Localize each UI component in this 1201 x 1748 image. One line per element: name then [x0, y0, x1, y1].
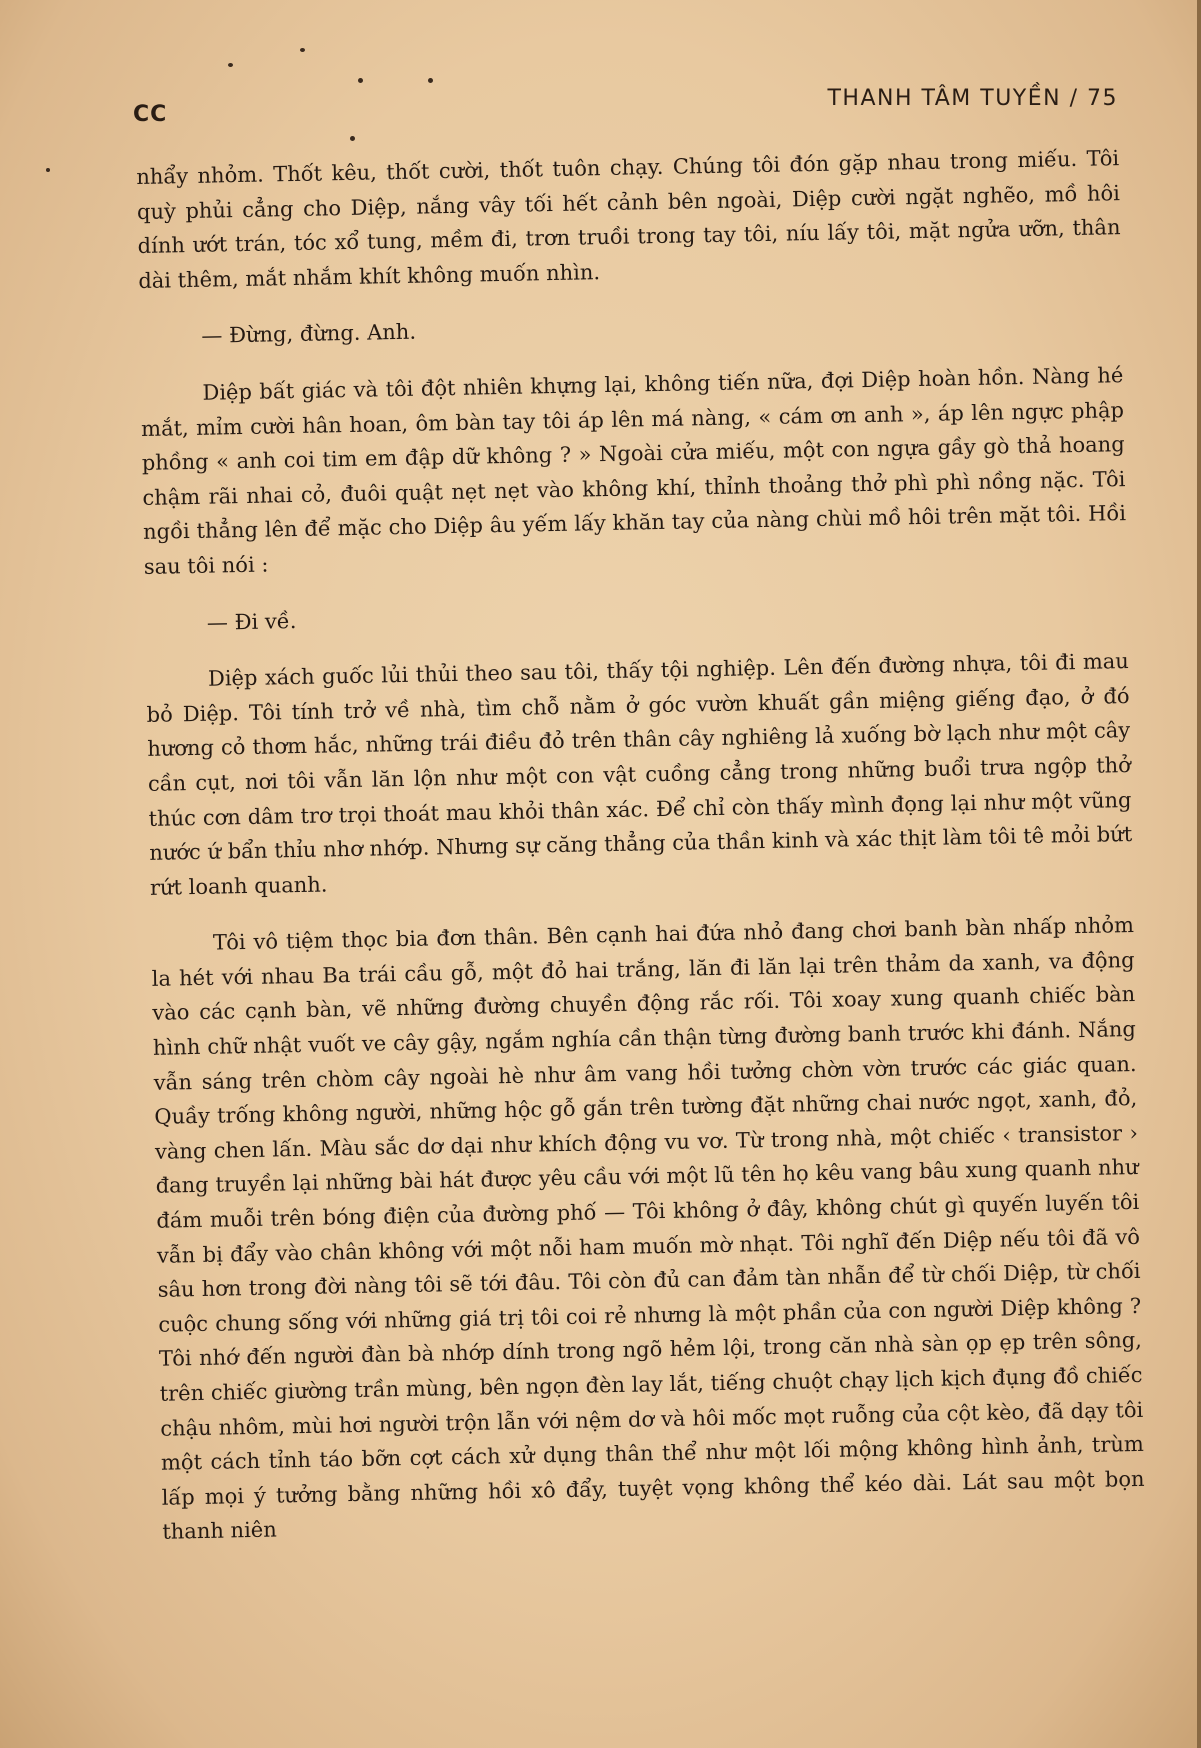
paragraph: Tôi vô tiệm thọc bia đơn thân. Bên cạnh hai đứa nhỏ đang chơi banh bàn nhấp nhỏm la hét với nhau Ba trái cầu gỗ, một đỏ hai trắng, lăn đi lăn lại trên thảm da xanh, va động vào các cạnh bàn, vẽ những đường chuyền động rắc rối. Tôi xoay xung quanh chiếc bàn hình chữ nhật vuốt ve cây gậy, ngắm nghía cần thận từng đường banh trước khi đánh. Nắng vẫn sáng trên chòm cây ngoài hè như âm vang hồi tưởng chờn vờn trước các giác quan. Quầy trống không người, những hộc gỗ gắn trên tường đặt những chai nước ngọt, xanh, đỏ, vàng chen lấn. Màu sắc dơ dại như khích động vu vơ. Từ trong nhà, một chiếc ‹ transistor › đang truyền lại những bài hát được yêu cầu với một lũ tên họ kêu vang bâu xung quanh như đám muỗi trên bóng điện của đường phố — Tôi không ở đây, không chút gì quyến luyến tôi vẫn bị đẩy vào chân không với một nỗi ham muốn mờ nhạt. Tôi nghĩ đến Diệp nếu tôi đã vô sâu hơn trong đời nàng tôi sẽ tới đâu. Tôi còn đủ can đảm tàn nhẫn để từ chối Diệp, từ chối cuộc chung sống với những giá trị tôi coi rẻ nhưng là một phần của con người Diệp không ? Tôi nhớ đến người đàn bà nhớp dính trong ngõ hẻm lội, trong căn nhà sàn ọp ẹp trên sông, trên chiếc giường trần mùng, bên ngọn đèn lay lắt, tiếng chuột chạy lịch kịch đụng đồ chiếc chậu nhôm, mùi hơi người trộn lẫn với nệm dơ và hôi mốc mọt ruỗng của cột kèo, đã dạy tôi một cách tỉnh táo bỡn cợt cách xử dụng thân thể như một lối mộng không hình ảnh, trùm lấp mọi ý tưởng bằng những hồi xô đẩy, tuyệt vọng không thể kéo dài. Lát sau một bọn thanh niên: [151, 913, 1145, 1545]
paragraph: Diệp xách guốc lủi thủi theo sau tôi, thấy tội nghiệp. Lên đến đường nhựa, tôi đi mau bỏ Diệp. Tôi tính trở về nhà, tìm chỗ nằm ở góc vườn khuất gần miệng giếng đạo, ở đó hương cỏ thơm hắc, những trái điều đỏ trên thân cây nghiêng lả xuống bờ lạch như một cây cần cụt, nơi tôi vẫn lăn lộn như một con vật cuồng cẳng trong những buổi trưa ngộp thở thúc cơn dâm trơ trọi thoát mau khỏi thân xác. Để chỉ còn thấy mình đọng lại như một vũng nước ứ bẩn thỉu nhơ nhớp. Nhưng sự căng thẳng của thần kinh và xác thịt làm tôi tê mỏi bứt rứt loanh quanh.: [146, 649, 1133, 900]
body-text: [136, 141, 1146, 1550]
paragraph: Diệp bất giác và tôi đột nhiên khựng lại, không tiến nữa, đợi Diệp hoàn hồn. Nàng hé mắt, mỉm cười hân hoan, ôm bàn tay tôi áp lên má nàng, « cám ơn anh », áp lên ngực phập phồng « anh coi tim em đập dữ không ? » Ngoài cửa miếu, một con ngựa gầy gò thả hoang chậm rãi nhai cỏ, đuôi quật nẹt nẹt vào không khí, thỉnh thoảng thở phì phì nồng nặc. Tôi ngồi thẳng lên để mặc cho Diệp âu yếm lấy khăn tay của nàng chùi mồ hôi trên mặt tôi. Hồi sau tôi nói :: [140, 363, 1127, 579]
ink-speck: [46, 168, 50, 172]
page-header: [133, 80, 1118, 127]
ink-speck: [350, 136, 355, 141]
running-title: THANH TÂM TUYỀN / 75: [827, 86, 1118, 111]
dialogue-line: — Đi về.: [206, 608, 297, 635]
signature-mark: CC: [133, 102, 168, 127]
ink-speck: [300, 48, 305, 52]
page-edge: [1197, 0, 1201, 1748]
paragraph: nhẩy nhỏm. Thốt kêu, thốt cười, thốt tuôn chạy. Chúng tôi đón gặp nhau trong miếu. Tôi quỳ phủi cẳng cho Diệp, nắng vây tối hết cảnh bên ngoài, Diệp cười ngặt nghẽo, mồ hôi dính ướt trán, tóc xổ tung, mềm đi, trơn truồi trong tay tôi, níu lấy tôi, mặt ngửa ưỡn, thân dài thêm, mắt nhắm khít không muốn nhìn.: [136, 146, 1121, 293]
ink-speck: [228, 63, 233, 67]
dialogue-line: — Đừng, đừng. Anh.: [201, 320, 417, 349]
